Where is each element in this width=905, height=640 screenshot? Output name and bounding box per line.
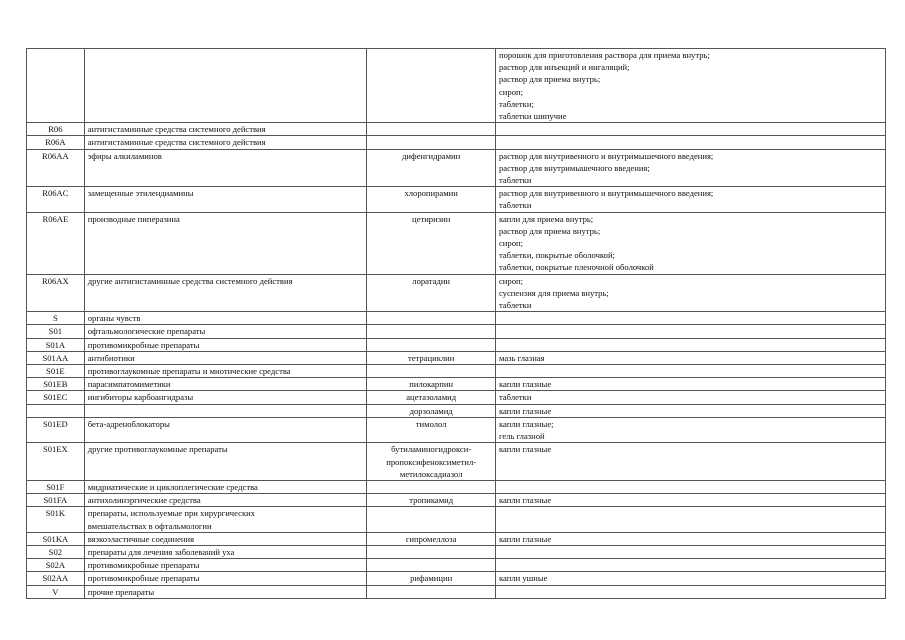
dosage-forms-cell [495, 325, 885, 338]
drug-name-cell [367, 136, 496, 149]
anatomical-group-cell: офтальмологические препараты [84, 325, 367, 338]
atc-code-cell: S01EB [27, 378, 85, 391]
dosage-forms-cell: капли глазные [495, 532, 885, 545]
atc-code-cell: S01FA [27, 494, 85, 507]
table-row [27, 585, 886, 598]
anatomical-group-cell: антихолинэргические средства [84, 494, 367, 507]
atc-code-cell: S [27, 312, 85, 325]
table-row [27, 378, 886, 391]
table-row [27, 391, 886, 404]
anatomical-group-cell: ингибиторы карбоангидразы [84, 391, 367, 404]
dosage-forms-cell: капли глазные; гель глазной [495, 417, 885, 442]
table-row [27, 325, 886, 338]
dosage-forms-cell: таблетки [495, 391, 885, 404]
atc-code-cell: S02 [27, 545, 85, 558]
atc-code-cell: R06AX [27, 274, 85, 312]
dosage-forms-cell [495, 585, 885, 598]
drug-name-cell [367, 585, 496, 598]
drug-name-cell [367, 338, 496, 351]
anatomical-group-cell: противомикробные препараты [84, 338, 367, 351]
atc-code-cell: R06 [27, 123, 85, 136]
anatomical-group-cell: антибиотики [84, 351, 367, 364]
atc-code-cell: R06AE [27, 212, 85, 274]
dosage-forms-cell: капли глазные [495, 494, 885, 507]
anatomical-group-cell: противомикробные препараты [84, 559, 367, 572]
atc-code-cell: S02AA [27, 572, 85, 585]
dosage-forms-cell: мазь глазная [495, 351, 885, 364]
atc-code-cell: S01EX [27, 443, 85, 481]
atc-code-cell: S02A [27, 559, 85, 572]
drug-name-cell: рифамицин [367, 572, 496, 585]
atc-code-cell [27, 404, 85, 417]
table-row [27, 212, 886, 274]
table-row [27, 480, 886, 493]
table-row [27, 351, 886, 364]
atc-code-cell: S01 [27, 325, 85, 338]
dosage-forms-cell: капли глазные [495, 404, 885, 417]
table-row [27, 404, 886, 417]
dosage-forms-cell [495, 559, 885, 572]
anatomical-group-cell: прочие препараты [84, 585, 367, 598]
dosage-forms-cell: капли для приема внутрь; раствор для приема внутрь; сироп; таблетки, покрытые оболочкой; таблетки, покрытые пленочной оболочкой [495, 212, 885, 274]
dosage-forms-cell [495, 312, 885, 325]
anatomical-group-cell [84, 404, 367, 417]
drug-classification-table [26, 48, 886, 599]
drug-name-cell: дорзоламид [367, 404, 496, 417]
anatomical-group-cell: замещенные этилендиамины [84, 187, 367, 212]
anatomical-group-cell: антигистаминные средства системного действия [84, 136, 367, 149]
drug-name-cell: тропикамид [367, 494, 496, 507]
atc-code-cell: S01ED [27, 417, 85, 442]
dosage-forms-cell [495, 136, 885, 149]
atc-code-cell: S01E [27, 365, 85, 378]
dosage-forms-cell: порошок для приготовления раствора для приема внутрь; раствор для инъекций и ингаляций; раствор для приема внутрь; сироп; таблетки; таблетки шипучие [495, 49, 885, 123]
anatomical-group-cell: другие противоглаукомные препараты [84, 443, 367, 481]
anatomical-group-cell: препараты для лечения заболеваний уха [84, 545, 367, 558]
drug-name-cell: ацетазоламид [367, 391, 496, 404]
drug-name-cell [367, 49, 496, 123]
drug-name-cell [367, 312, 496, 325]
atc-code-cell: S01K [27, 507, 85, 532]
atc-code-cell: V [27, 585, 85, 598]
anatomical-group-cell: органы чувств [84, 312, 367, 325]
drug-name-cell: бутиламиногидрокси- пропоксифеноксиметил- метилоксадиазол [367, 443, 496, 481]
table-row [27, 572, 886, 585]
atc-code-cell: S01A [27, 338, 85, 351]
table-row [27, 187, 886, 212]
drug-name-cell [367, 123, 496, 136]
drug-name-cell [367, 480, 496, 493]
drug-name-cell: хлоропирамин [367, 187, 496, 212]
drug-name-cell: гипромеллоза [367, 532, 496, 545]
dosage-forms-cell [495, 507, 885, 532]
drug-name-cell [367, 545, 496, 558]
atc-code-cell: R06AC [27, 187, 85, 212]
drug-name-cell: цетиризин [367, 212, 496, 274]
drug-name-cell [367, 559, 496, 572]
dosage-forms-cell [495, 480, 885, 493]
dosage-forms-cell [495, 365, 885, 378]
table-row [27, 49, 886, 123]
table-row [27, 274, 886, 312]
atc-code-cell: S01EC [27, 391, 85, 404]
table-row [27, 443, 886, 481]
table-row [27, 338, 886, 351]
anatomical-group-cell: противомикробные препараты [84, 572, 367, 585]
drug-name-cell: тимолол [367, 417, 496, 442]
anatomical-group-cell: производные пиперазина [84, 212, 367, 274]
table-row [27, 507, 886, 532]
dosage-forms-cell: капли глазные [495, 443, 885, 481]
table-row [27, 123, 886, 136]
table-row [27, 559, 886, 572]
anatomical-group-cell: эфиры алкиламинов [84, 149, 367, 187]
table-row [27, 149, 886, 187]
anatomical-group-cell: бета-адреноблокаторы [84, 417, 367, 442]
anatomical-group-cell [84, 49, 367, 123]
table-body [27, 49, 886, 599]
table-row [27, 417, 886, 442]
anatomical-group-cell: мидриатические и циклоплегические средства [84, 480, 367, 493]
table-row [27, 136, 886, 149]
drug-name-cell: дифенгидрамин [367, 149, 496, 187]
atc-code-cell: R06A [27, 136, 85, 149]
drug-name-cell [367, 365, 496, 378]
dosage-forms-cell: сироп; суспензия для приема внутрь; таблетки [495, 274, 885, 312]
atc-code-cell: S01F [27, 480, 85, 493]
dosage-forms-cell: раствор для внутривенного и внутримышечного введения; раствор для внутримышечного введения; таблетки [495, 149, 885, 187]
anatomical-group-cell: антигистаминные средства системного действия [84, 123, 367, 136]
drug-name-cell [367, 325, 496, 338]
dosage-forms-cell: капли глазные [495, 378, 885, 391]
anatomical-group-cell: другие антигистаминные средства системного действия [84, 274, 367, 312]
table-row [27, 532, 886, 545]
drug-name-cell: пилокарпин [367, 378, 496, 391]
dosage-forms-cell [495, 545, 885, 558]
drug-name-cell: лоратадин [367, 274, 496, 312]
atc-code-cell: R06AA [27, 149, 85, 187]
drug-name-cell [367, 507, 496, 532]
anatomical-group-cell: вязкоэластичные соединения [84, 532, 367, 545]
anatomical-group-cell: препараты, используемые при хирургических вмешательствах в офтальмологии [84, 507, 367, 532]
dosage-forms-cell: капли ушные [495, 572, 885, 585]
table-row [27, 545, 886, 558]
atc-code-cell: S01KA [27, 532, 85, 545]
table-row [27, 494, 886, 507]
atc-code-cell [27, 49, 85, 123]
dosage-forms-cell [495, 338, 885, 351]
anatomical-group-cell: противоглаукомные препараты и миотические средства [84, 365, 367, 378]
anatomical-group-cell: парасимпатомиметики [84, 378, 367, 391]
drug-name-cell: тетрациклин [367, 351, 496, 364]
dosage-forms-cell [495, 123, 885, 136]
table-row [27, 312, 886, 325]
dosage-forms-cell: раствор для внутривенного и внутримышечного введения; таблетки [495, 187, 885, 212]
atc-code-cell: S01AA [27, 351, 85, 364]
table-row [27, 365, 886, 378]
